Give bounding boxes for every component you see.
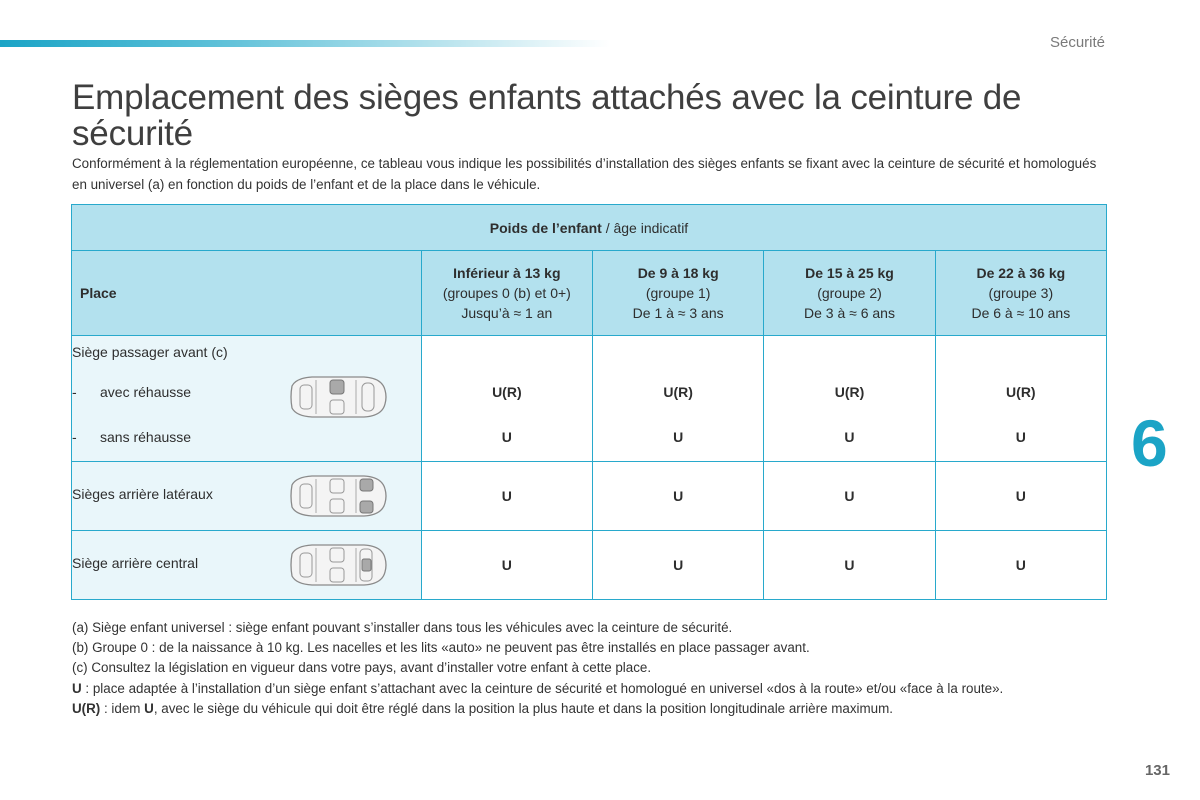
value-with-booster: U(R) (663, 384, 693, 401)
footnotes (72, 618, 1122, 719)
ur-text-3: , avec le siège du véhicule qui doit être réglé dans la position la plus haute et dans la position longitudinale arrière maximum. (153, 700, 893, 716)
rear-side-value: U (593, 461, 764, 530)
rear-center-value: U (593, 530, 764, 599)
rear-center-label: Siège arrière central (72, 554, 199, 571)
table-top-header-row (72, 205, 1107, 251)
column-header-group1 (593, 251, 764, 336)
table-row-front-passenger (72, 336, 1107, 461)
without-booster-label: sans réhausse (100, 429, 192, 446)
column-group: (groupe 3) (988, 285, 1054, 302)
chapter-number: 6 (1131, 406, 1168, 480)
front-value-cell (421, 336, 592, 461)
top-accent-bar (0, 40, 610, 47)
column-group: (groupe 1) (645, 285, 711, 302)
value-without-booster: U (501, 429, 512, 446)
value-without-booster: U (1015, 429, 1026, 446)
front-value-cell (935, 336, 1106, 461)
dash-marker: - (72, 384, 77, 401)
column-header-group0 (421, 251, 592, 336)
column-header-group3 (935, 251, 1106, 336)
column-header-group2 (764, 251, 935, 336)
rear-side-value: U (764, 461, 935, 530)
car-rear-center-seat-icon (286, 542, 388, 588)
place-header: Place (72, 251, 422, 336)
footnote-b: (b) Groupe 0 : de la naissance à 10 kg. Les nacelles et les lits «auto» ne peuvent pas être installés en place passager avant. (72, 640, 810, 656)
footnote-u (72, 679, 1122, 699)
rear-center-value: U (764, 530, 935, 599)
with-booster-label: avec réhausse (100, 384, 192, 401)
column-title: Inférieur à 13 kg (453, 265, 561, 282)
rear-side-place-cell (72, 461, 422, 530)
table-column-header-row (72, 251, 1107, 336)
dash-marker: - (72, 429, 77, 446)
child-seat-table (71, 204, 1107, 600)
ur-key: U(R) (72, 700, 101, 716)
column-age: De 1 à ≈ 3 ans (632, 305, 724, 322)
front-value-cell (593, 336, 764, 461)
column-group: (groupes 0 (b) et 0+) (442, 285, 571, 302)
column-age: De 3 à ≈ 6 ans (804, 305, 895, 322)
rear-side-value: U (421, 461, 592, 530)
rear-center-place-cell (72, 530, 422, 599)
front-value-cell (764, 336, 935, 461)
page-number: 131 (1144, 762, 1170, 779)
column-age: De 6 à ≈ 10 ans (971, 305, 1071, 322)
value-with-booster: U(R) (834, 384, 865, 401)
column-title: De 9 à 18 kg (637, 265, 719, 282)
rear-side-value: U (935, 461, 1106, 530)
footnote-c: (c) Consultez la législation en vigueur dans votre pays, avant d’installer votre enfant à cette place. (72, 660, 652, 676)
column-group: (groupe 2) (817, 285, 882, 302)
rear-center-value: U (421, 530, 592, 599)
value-without-booster: U (844, 429, 855, 446)
column-title: De 22 à 36 kg (976, 265, 1066, 282)
u-text: : place adaptée à l’installation d’un siège enfant s’attachant avec la ceinture de sécurité et homologué en universel «dos à la route» et/ou «face à la route». (81, 680, 1004, 696)
table-row-rear-center (72, 530, 1107, 599)
intro-paragraph: Conformément à la réglementation européenne, ce tableau vous indique les possibilités d’installation des sièges enfants se fixant avec la ceinture de sécurité et homologués en universel (a) en fonction du poids de l’enfant et de la place dans le véhicule. (72, 156, 1097, 192)
section-label: Sécurité (1049, 34, 1105, 51)
front-passenger-label: Siège passager avant (c) (72, 344, 228, 361)
rear-side-label: Sièges arrière latéraux (72, 485, 213, 502)
u-key: U (72, 680, 82, 696)
weight-header-label: Poids de l’enfant (489, 219, 602, 236)
age-header-label: / âge indicatif (601, 219, 689, 236)
ur-text-1: : idem (100, 700, 145, 716)
car-rear-side-seats-icon (286, 473, 388, 519)
front-passenger-place-cell (72, 336, 422, 461)
footnote-a: (a) Siège enfant universel : siège enfant pouvant s’installer dans tous les véhicules avec la ceinture de sécurité. (72, 620, 733, 635)
page-title: Emplacement des sièges enfants attachés avec la ceinture de sécurité (72, 78, 1022, 153)
value-with-booster: U(R) (492, 384, 522, 401)
weight-age-header (72, 205, 1107, 251)
car-front-passenger-seat-icon (286, 374, 388, 420)
column-age: Jusqu’à ≈ 1 an (461, 305, 553, 322)
column-title: De 15 à 25 kg (805, 265, 894, 282)
table-row-rear-side (72, 461, 1107, 530)
rear-center-value: U (935, 530, 1106, 599)
value-with-booster: U(R) (1006, 384, 1036, 401)
ur-text-2: U (144, 700, 154, 716)
value-without-booster: U (673, 429, 684, 446)
footnote-ur (72, 699, 1122, 719)
